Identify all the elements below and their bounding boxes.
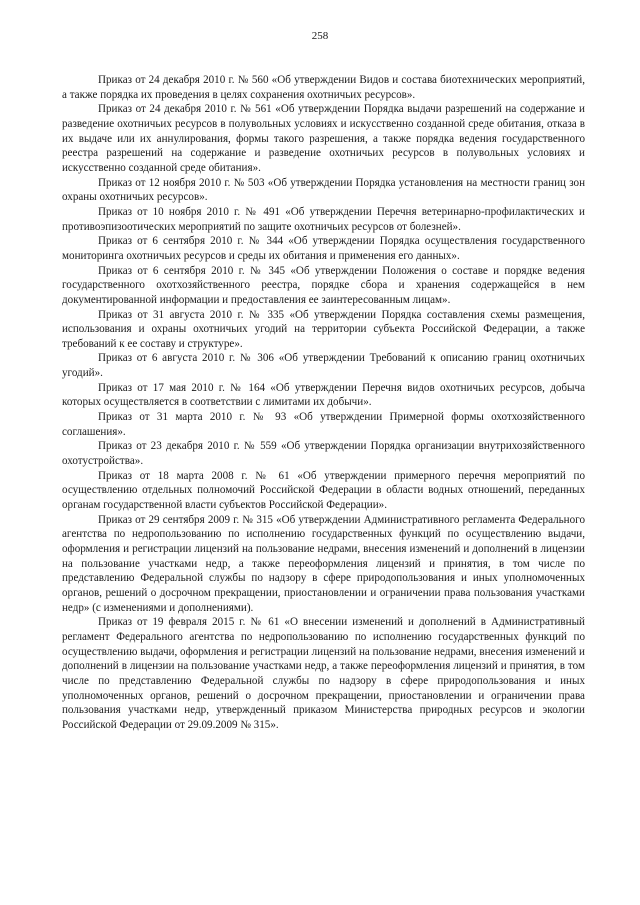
paragraph-order-491: Приказ от 10 ноября 2010 г. № 491 «Об утверждении Перечня ветеринарно-профилактических и противоэпизоотических мероприятий по защите охотничьих ресурсов от болезней». — [62, 205, 585, 233]
paragraph-order-164: Приказ от 17 мая 2010 г. № 164 «Об утверждении Перечня видов охотничьих ресурсов, добыча которых осуществляется в соответствии с лимитами их добычи». — [62, 381, 585, 409]
paragraph-order-93: Приказ от 31 марта 2010 г. № 93 «Об утверждении Примерной формы охотхозяйственного соглашения». — [62, 411, 585, 438]
paragraph-order-559: Приказ от 23 декабря 2010 г. № 559 «Об утверждении Порядка организации внутрихозяйственного охотустройства». — [62, 440, 585, 468]
paragraph-order-344: Приказ от 6 сентября 2010 г. № 344 «Об утверждении Порядка осуществления государственного мониторинга охотничьих ресурсов и среды их обитания и применения его данных». — [62, 235, 585, 262]
paragraph-order-335: Приказ от 31 августа 2010 г. № 335 «Об утверждении Порядка составления схемы размещения, использования и охраны охотничьих угодий на территории субъекта Российской Федерации, а также требований к ее составу и структуре». — [62, 308, 585, 350]
page-number: 258 — [311, 30, 329, 42]
paragraph-order-560: Приказ от 24 декабря 2010 г. № 560 «Об утверждении Видов и состава биотехнических мероприятий, а также порядка их проведения в целях сохранения охотничьих ресурсов». — [62, 74, 585, 101]
paragraph-order-503: Приказ от 12 ноября 2010 г. № 503 «Об утверждении Порядка установления на местности границ зон охраны охотничьих ресурсов». — [62, 176, 585, 204]
paragraph-order-306: Приказ от 6 августа 2010 г. № 306 «Об утверждении Требований к описанию границ охотничьих угодий». — [62, 352, 585, 380]
paragraph-order-61-2015: Приказ от 19 февраля 2015 г. № 61 «О внесении изменений и дополнений в Административный регламент Федерального агентства по недропользованию по исполнению государственных функций по осуществлению выдачи, оформления и регистрации лицензий на пользование недрами, внесения изменений и дополнений в лицензии на пользование участками недр, а также переоформления лицензий и принятия, в том числе по представлению Федеральной службы по надзору в сфере природопользования и иных уполномоченных органов, решений о досрочном прекращении, приостановлении и ограничении права пользования участками недр, утвержденный приказом Министерства природных ресурсов и экологии Российской Федерации от 29.09.2009 № 315». — [62, 616, 585, 731]
paragraph-order-315: Приказ от 29 сентября 2009 г. № 315 «Об утверждении Административного регламента Федерального агентства по недропользованию по исполнению государственных функций по осуществлению выдачи, оформления и регистрации лицензий на пользование недрами, внесения изменений и дополнений в лицензии на пользование участками недр, а также переоформления лицензий и принятия, в том числе по представлению Федеральной службы по надзору в сфере природопользования и иных уполномоченных органов, решений о досрочном прекращении, приостановлении и ограничении права пользования участками недр» (с изменениями и дополнениями). — [62, 513, 585, 614]
paragraph-order-345: Приказ от 6 сентября 2010 г. № 345 «Об утверждении Положения о составе и порядке ведения государственного охотхозяйственного реестра, порядке сбора и хранения содержащейся в нем документированной информации и предоставления ее заинтересованным лицам». — [62, 264, 585, 306]
paragraph-order-561: Приказ от 24 декабря 2010 г. № 561 «Об утверждении Порядка выдачи разрешений на содержание и разведение охотничьих ресурсов в полувольных условиях и искусственно созданной среде обитания, отказа в их выдаче или их аннулирования, формы такого разрешения, а также порядка ведения государственного реестра разрешений на содержание и разведение охотничьих ресурсов в полувольных условиях и искусственно созданной среде обитания». — [62, 103, 585, 174]
document-body — [62, 73, 585, 733]
paragraph-order-61-2008: Приказ от 18 марта 2008 г. № 61 «Об утверждении примерного перечня мероприятий по осуществлению отдельных полномочий Российской Федерации в области водных отношений, переданных органам государственной власти субъектов Российской Федерации». — [62, 469, 585, 512]
